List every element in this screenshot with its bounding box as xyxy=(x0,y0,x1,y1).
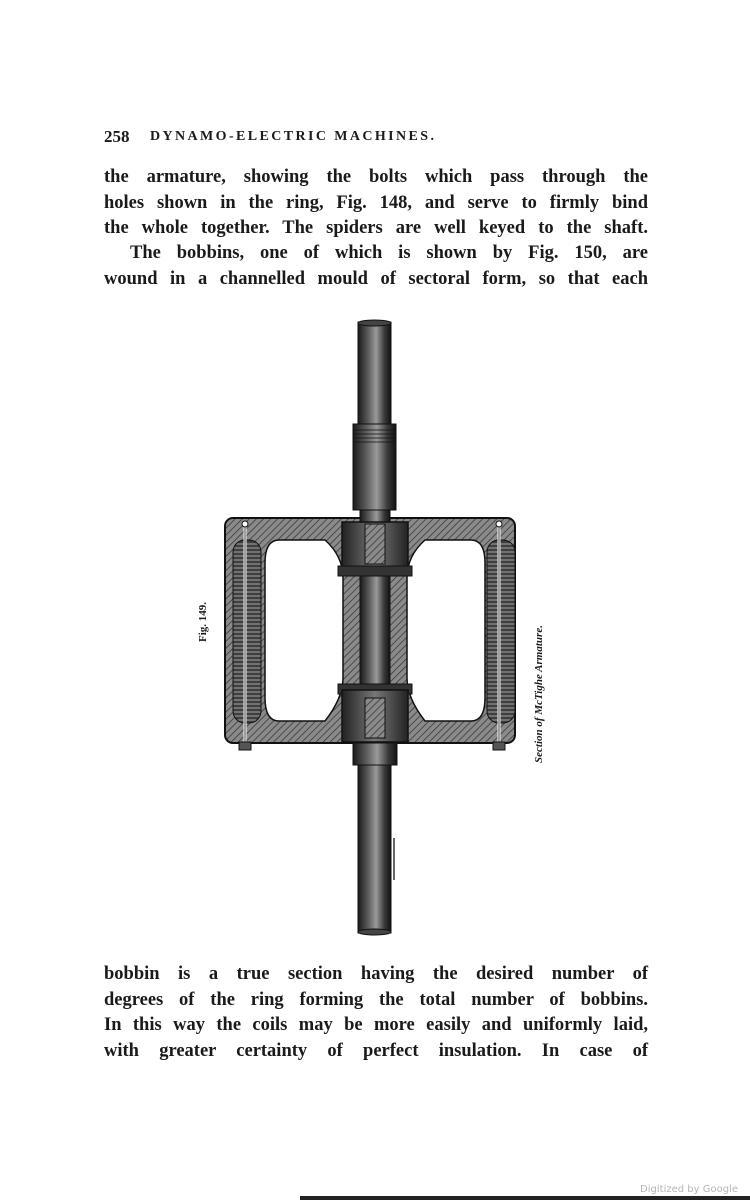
armature-section-drawing xyxy=(195,318,565,938)
page-header xyxy=(104,127,648,147)
text-line: the armature, showing the bolts which pass through the xyxy=(104,167,648,187)
text-line: The bobbins, one of which is shown by Fig. 150, are xyxy=(130,243,648,263)
text-line: with greater certainty of perfect insulation. In case of xyxy=(104,1040,648,1061)
armature-figure xyxy=(195,318,565,938)
paragraph-bobbins xyxy=(104,241,648,292)
page-number: 258 xyxy=(104,127,130,146)
digitized-watermark: Digitized by Google xyxy=(640,1184,738,1195)
running-title: DYNAMO-ELECTRIC MACHINES. xyxy=(150,129,437,144)
paragraph-bobbin-section xyxy=(104,962,648,1064)
text-line: In this way the coils may be more easily and uniformly laid, xyxy=(104,1015,648,1035)
upper-hub xyxy=(338,522,412,576)
figure-number: Fig. 149. xyxy=(197,601,210,643)
engraver-mark xyxy=(393,838,395,880)
figure-caption: Section of McTighe Armature. xyxy=(532,625,545,763)
text-line: bobbin is a true section having the desired number of xyxy=(104,964,648,984)
lower-shaft xyxy=(353,743,397,935)
text-line: the whole together. The spiders are well keyed to the shaft. xyxy=(104,218,648,238)
text-line: wound in a channelled mould of sectoral form, so that each xyxy=(104,268,648,289)
page-edge-shadow xyxy=(300,1196,750,1200)
text-line: degrees of the ring forming the total number of bobbins. xyxy=(104,989,648,1010)
text-line: holes shown in the ring, Fig. 148, and serve to firmly bind xyxy=(104,192,648,213)
lower-hub xyxy=(338,684,412,742)
upper-shaft xyxy=(353,320,396,510)
paragraph-continuation xyxy=(104,165,648,242)
